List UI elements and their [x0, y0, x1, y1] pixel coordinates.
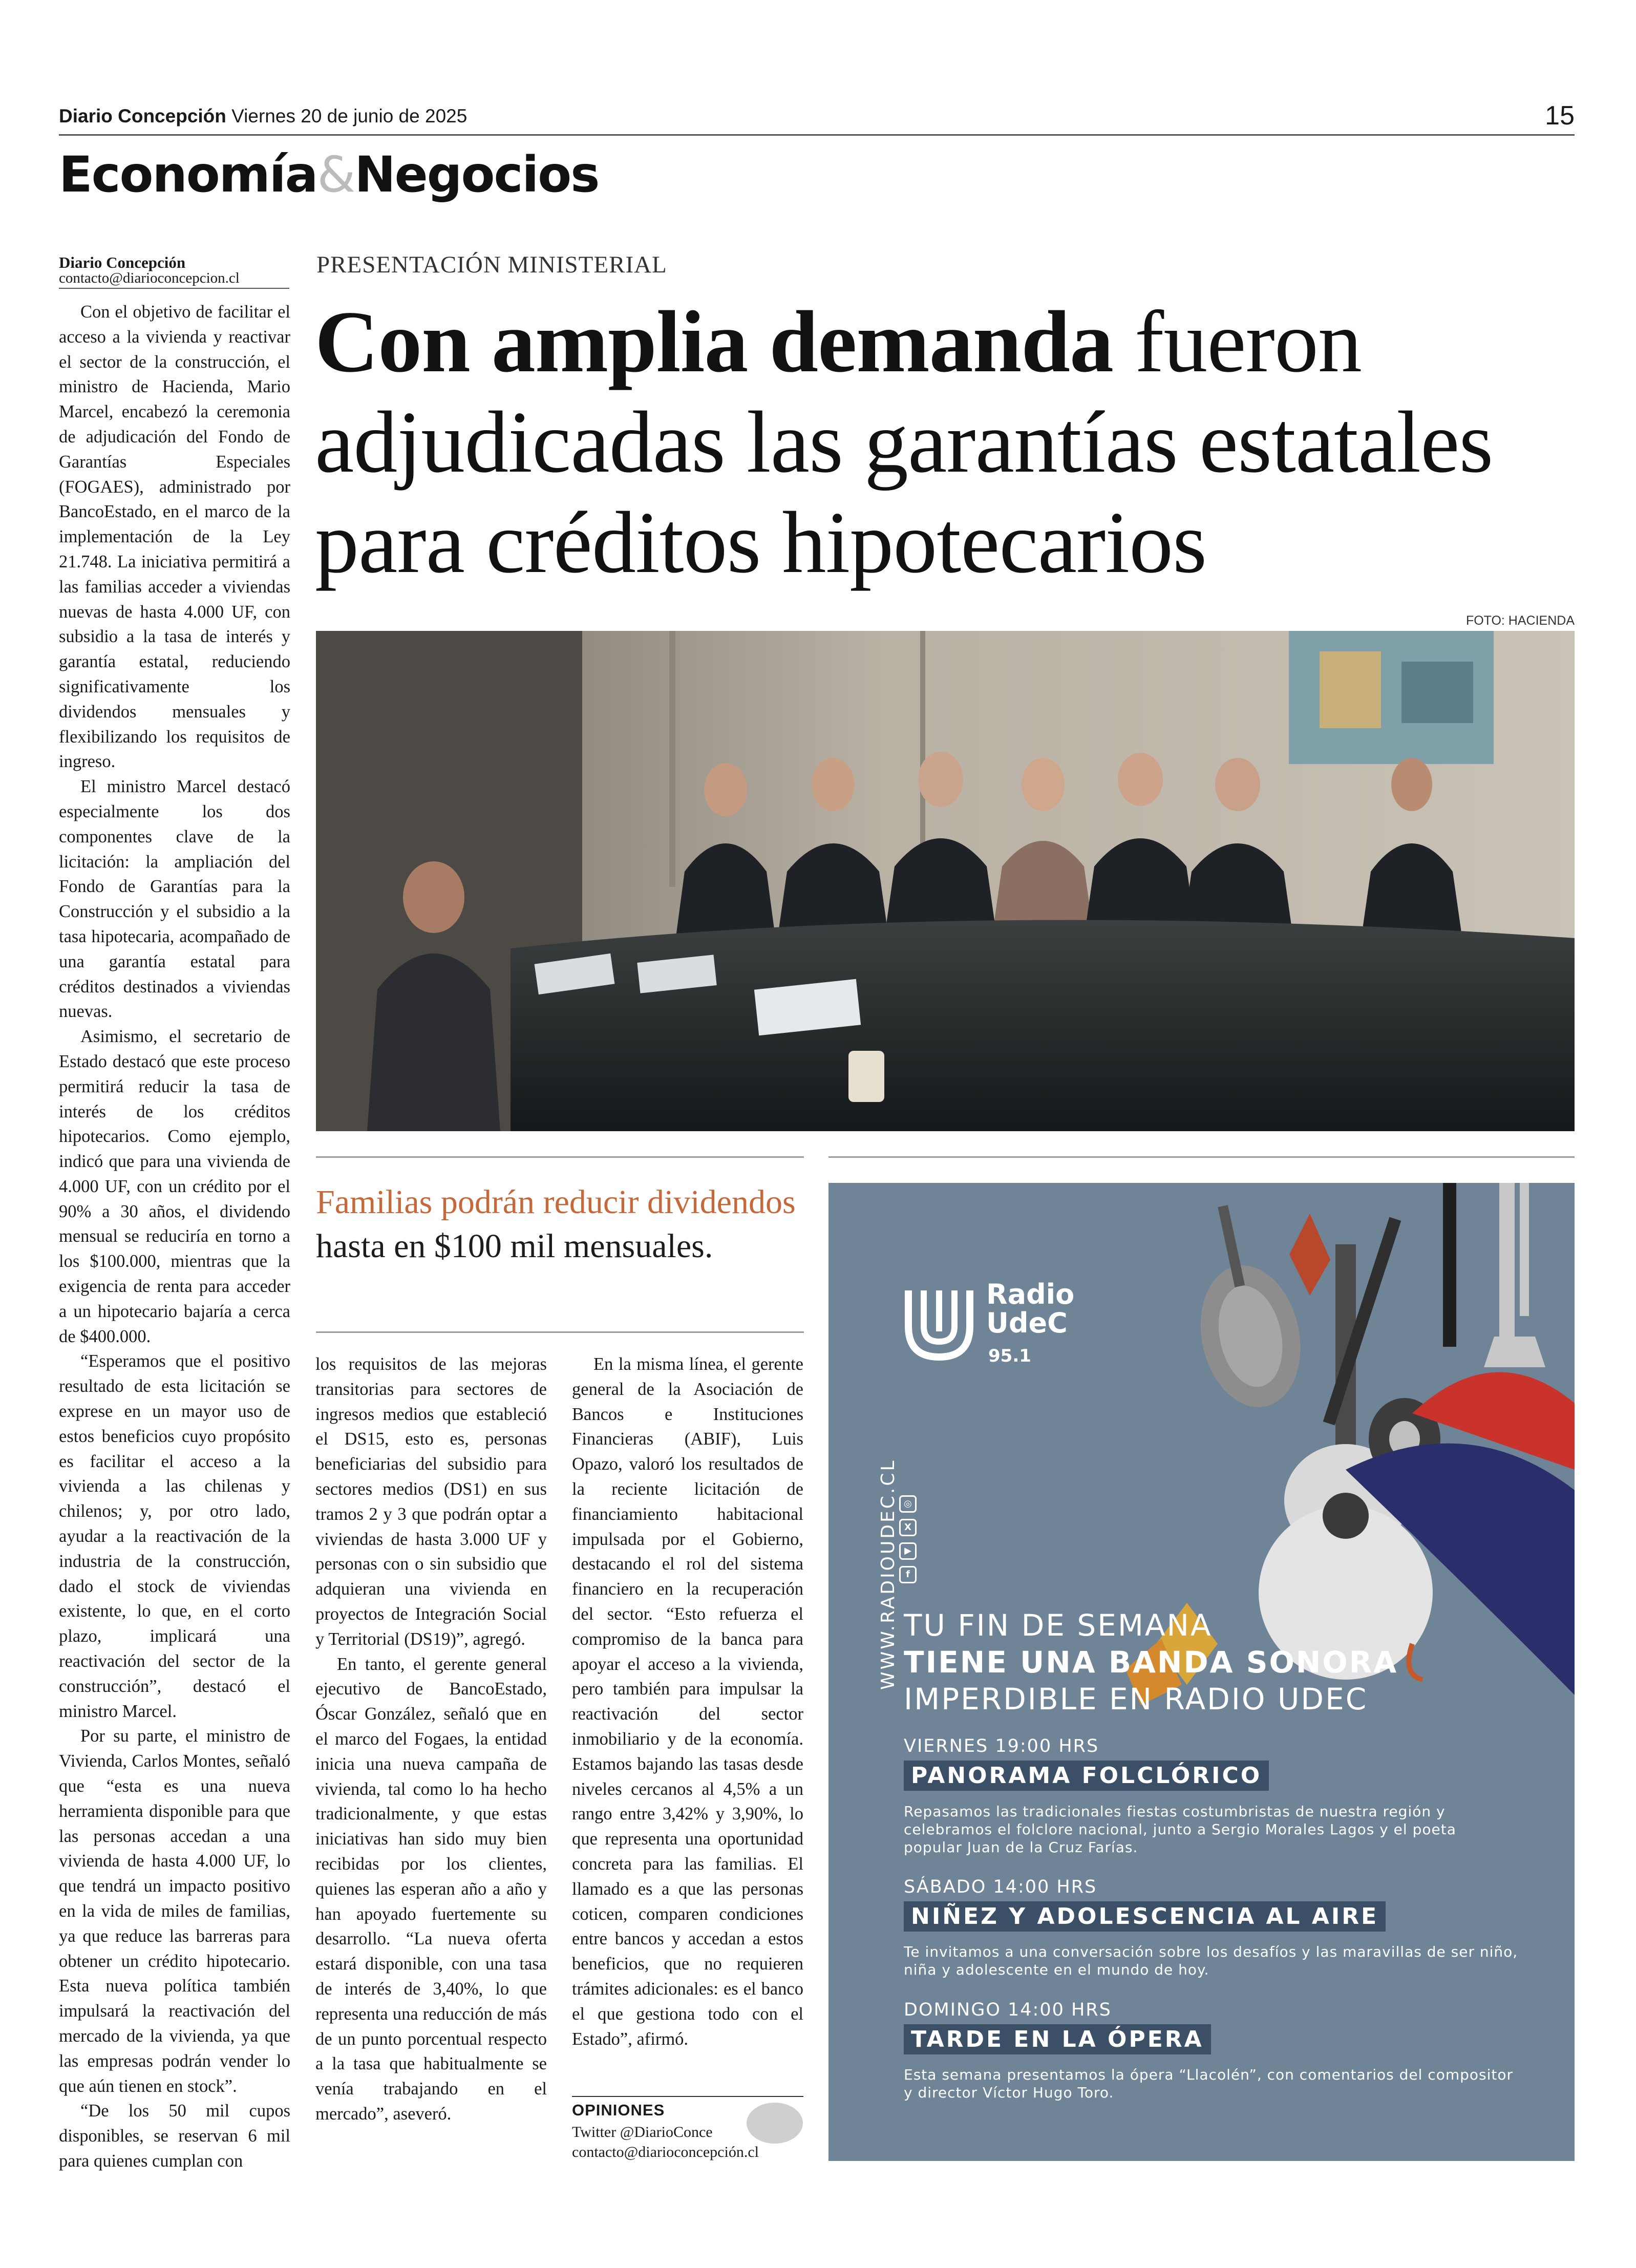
page-number: 15: [1545, 101, 1575, 131]
paragraph: El ministro Marcel destacó especialmente los dos componentes clave de la licitación: la ampliación del Fondo de Garantías para la Construcción y el subsidio a la tasa hipotecaria, acompañado de una garantía estatal para créditos destinados a viviendas nuevas.: [59, 777, 290, 1022]
facebook-icon[interactable]: f: [899, 1566, 917, 1583]
instagram-icon[interactable]: ◎: [899, 1495, 917, 1513]
ad-tagline-2: TIENE UNA BANDA SONORA: [904, 1645, 1398, 1680]
paragraph: Asimismo, el secretario de Estado destacó que este proceso permitirá reducir la tasa de interés de los créditos hipotecarios. Como ejemplo, indicó que para una vivienda de 4.000 UF, con un crédito por el 90% a 30 años, el dividendo mensual se reduciría en torno a los $100.000, mientras que la exigencia de renta para acceder a un hipotecario bajaría a cerca de $400.000.: [59, 1027, 290, 1346]
ad-tagline-3: IMPERDIBLE EN RADIO UDEC: [904, 1682, 1368, 1716]
section-title-right: Negocios: [354, 146, 599, 203]
radio-name-line1: Radio: [986, 1278, 1075, 1310]
paragraph: Con el objetivo de facilitar el acceso a la vivienda y reactivar el sector de la construcción, el ministro de Hacienda, Mario Marcel, encabezó la ceremonia de adjudicación del Fondo de Garantías Especiales (FOGAES), administrado por BancoEstado, en el marco de la implementación de la Ley 21.748. La iniciativa permitirá a las familias acceder a viviendas nuevas de hasta 4.000 UF, con subsidio a la tasa de interés y garantía estatal, reduciendo significativamente los dividendos mensuales y flexibilizando los requisitos de ingreso.: [59, 302, 290, 772]
clarinet-icon: [1443, 1183, 1456, 1347]
radio-udec-advertisement[interactable]: [828, 1183, 1575, 2161]
deck-rest: hasta en $100 mil mensuales.: [316, 1227, 713, 1265]
radio-frequency: 95.1: [988, 1346, 1031, 1366]
leaf-icon: [1289, 1214, 1330, 1296]
paragraph: “De los 50 mil cupos disponibles, se reservan 6 mil para quienes cumplan con: [59, 2101, 290, 2171]
program-slot: SÁBADO 14:00 HRS: [904, 1877, 1097, 1897]
article-deck: [316, 1180, 808, 1268]
paragraph: “Esperamos que el positivo resultado de esta licitación se exprese en un mayor uso de estos beneficios cuyo propósito es facilitar el acceso a la vivienda a las chilenas y chilenos; y, por otro lado, ayudar a la reactivación de la industria de la construcción, dado el stock de viviendas existente, lo que, en el corto plazo, implicará una reactivación del sector de la construcción”, destacó el ministro Marcel.: [59, 1351, 290, 1721]
speech-bubble-icon: [747, 2103, 803, 2144]
opiniones-email: contacto@diarioconcepción.cl: [572, 2144, 759, 2160]
program-description: Esta semana presentamos la ópera “Llacolén”, con comentarios del compositor y director Víctor Hugo Toro.: [904, 2066, 1513, 2101]
byline-email: contacto@diarioconcepcion.cl: [59, 270, 240, 286]
youtube-icon[interactable]: ▶: [899, 1542, 917, 1560]
article-headline: [315, 292, 1585, 593]
opiniones-twitter: Twitter @DiarioConce: [572, 2124, 713, 2140]
program-slot: DOMINGO 14:00 HRS: [904, 2000, 1112, 2020]
radio-website[interactable]: WWW.RADIOUDEC.CL: [878, 1458, 899, 1690]
header-divider: [59, 134, 1575, 136]
violin-icon: [1175, 1196, 1313, 1416]
article-column-3: [572, 1352, 803, 2051]
article-column-1: [59, 300, 290, 2174]
byline-name: Diario Concepción: [59, 253, 186, 271]
x-icon[interactable]: X: [899, 1519, 917, 1536]
byline-divider: [59, 288, 289, 289]
program-description: Repasamos las tradicionales fiestas costumbristas de nuestra región y celebramos el folclore nacional, junto a Sergio Morales Lagos y el poeta popular Juan de la Cruz Farías.: [904, 1803, 1456, 1856]
ad-tagline-1: TU FIN DE SEMANA: [904, 1608, 1213, 1643]
deck-bottom-divider: [316, 1331, 804, 1333]
ad-top-divider: [828, 1156, 1575, 1158]
headline-bold: Con amplia demanda: [315, 293, 1113, 391]
page-header-info: [59, 105, 467, 127]
paragraph: los requisitos de las mejoras transitorias para sectores de ingresos medios que estableció el DS15, esto es, personas beneficiarias del subsidio para sectores medios (DS1) en sus tramos 2 y 3 que podrán optar a viviendas de hasta 3.000 UF y personas con o sin subsidio que adquieran una vivienda en proyectos de Integración Social y Territorial (DS19)”, agregó.: [315, 1354, 547, 1649]
paragraph: Por su parte, el ministro de Vivienda, Carlos Montes, señaló que “esta es una nueva herramienta disponible para que las personas accedan a una vivienda de hasta 4.000 UF, lo que tendrá un impacto positivo en la vida de miles de familias, ya que reduce las barreras para obtener un crédito hipotecario. Esta nueva política también impulsará la reactivación del mercado de la vivienda, ya que las empresas podrán vender lo que aún tienen en stock”.: [59, 1726, 290, 2096]
newspaper-name: Diario Concepción: [59, 105, 226, 126]
byline: [59, 255, 289, 286]
trumpet-icon: [1484, 1183, 1545, 1367]
radio-name: [986, 1280, 1074, 1338]
program-slot: VIERNES 19:00 HRS: [904, 1736, 1099, 1756]
program-name: TARDE EN LA ÓPERA: [904, 2024, 1211, 2054]
article-photo: [316, 631, 1575, 1131]
program-name: NIÑEZ Y ADOLESCENCIA AL AIRE: [904, 1901, 1386, 1932]
section-title: [59, 146, 599, 203]
program-name: PANORAMA FOLCLÓRICO: [904, 1761, 1269, 1791]
opiniones-title: OPINIONES: [572, 2101, 665, 2119]
article-column-2: [315, 1352, 547, 2127]
meeting-photo-illustration: [316, 631, 1575, 1131]
program-description: Te invitamos a una conversación sobre los desafíos y las maravillas de ser niño, niña y adolescente en el mundo de hoy.: [904, 1943, 1518, 1978]
deck-accent: Familias podrán reducir dividendos: [316, 1183, 796, 1221]
section-ampersand: &: [317, 146, 355, 203]
article-kicker: PRESENTACIÓN MINISTERIAL: [316, 251, 667, 278]
radio-name-line2: UdeC: [986, 1307, 1068, 1339]
section-title-left: Economía: [59, 146, 317, 203]
radio-udec-logo-icon: [903, 1285, 975, 1362]
paragraph: En la misma línea, el gerente general de la Asociación de Bancos e Instituciones Financieras (ABIF), Luis Opazo, valoró los resultados de la reciente licitación de financiamiento habitacional impulsada por el Gobierno, destacando el rol del sistema financiero en la recuperación del sector. “Esto refuerza el compromiso de la banca para apoyar el acceso a la vivienda, pero también para impulsar la reactivación del sector inmobiliario y de la economía. Estamos bajando las tasas desde niveles cercanos al 4,5% a un rango entre 3,42% y 3,90%, lo que representa una oportunidad concreta para las familias. El llamado es a que las personas coticen, comparen condiciones entre bancos y accedan a estos beneficios, que no requieren trámites adicionales: es el banco el que gestiona todo con el Estado”, afirmó.: [572, 1354, 803, 2049]
deck-top-divider: [316, 1156, 804, 1158]
paragraph: En tanto, el gerente general ejecutivo de BancoEstado, Óscar González, señaló que en el marco del Fogaes, la entidad inicia una nueva campaña de vivienda, tal como lo ha hecho tradicionalmente, y que estas iniciativas han sido muy bien recibidas por los clientes, quienes las esperan año a año y han apoyado fuertemente su desarrollo. “La nueva oferta estará disponible, con una tasa de interés de 3,40%, lo que representa una reducción de más de un punto porcentual respecto a la tasa que habitualmente se venía trabajando en el mercado”, aseveró.: [315, 1654, 547, 2124]
opiniones-divider: [572, 2096, 803, 2097]
photo-credit: FOTO: HACIENDA: [1465, 613, 1575, 628]
issue-date: Viernes 20 de junio de 2025: [231, 105, 468, 126]
headline-rest: fueron adjudicadas las garantías estatales para créditos hipotecarios: [315, 293, 1493, 591]
